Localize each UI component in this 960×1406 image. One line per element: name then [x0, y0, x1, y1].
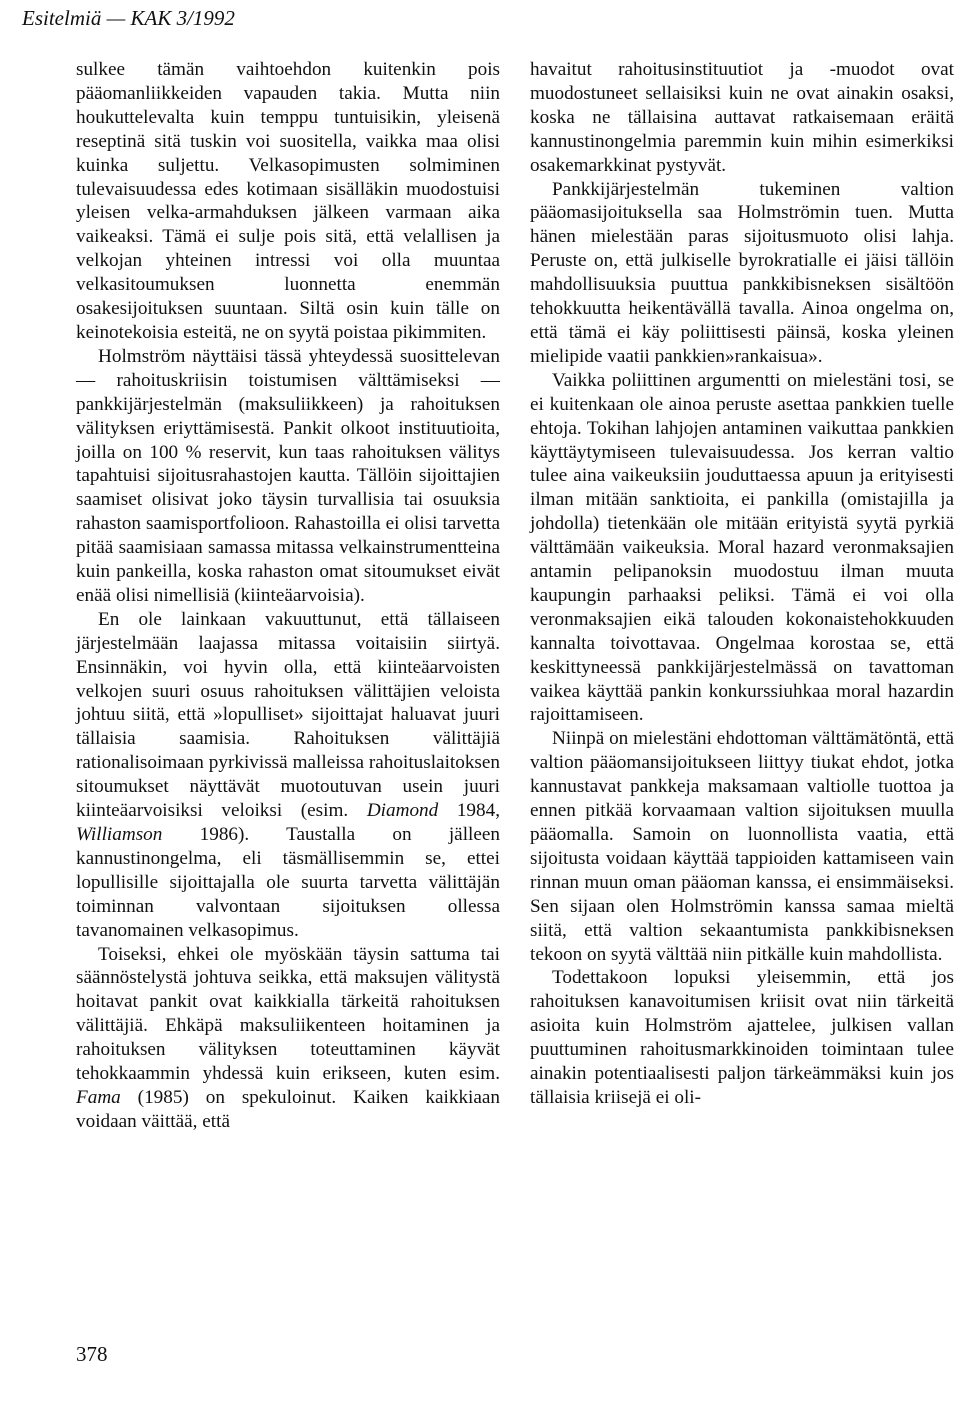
citation-author: Fama	[76, 1086, 121, 1108]
paragraph: sulkee tämän vaihtoehdon kuitenkin pois pääomanliikkeiden vapauden takia. Mutta niin houkuttelevalta kuin temppu tuntuisikin, yleisenä reseptinä sitä tuskin voi suositella, vaikka maa olisi kuinka suljettu. Velkasopimusten solmiminen tulevaisuudessa edes kotimaan sisälläkin muodostuisi yleisen velka-armahduksen jälkeen varmaan aika vaikeaksi. Tämä ei sulje pois sitä, että velallisen ja velkojan yhteinen intressi voi olla muuntaa velkasitoumuksen luonnetta enemmän osakesijoituksen suuntaan. Siltä osin kuin tälle on keinotekoisia esteitä, ne on syytä poistaa pikimmiten.	[76, 59, 500, 343]
running-head: Esitelmiä — KAK 3/1992	[22, 6, 235, 30]
paragraph-text: 1984,	[438, 800, 501, 822]
paragraph	[76, 943, 500, 1134]
paragraph: Niinpä on mielestäni ehdottoman välttämätöntä, että valtion pääomansijoitukseen liittyy tiukat ehdot, jotka kannustavat pankkeja maksamaan valtiolle tuottoa ja ennen pitkää korvaamaan valtion sijoituksen muulla pääomalla. Samoin on luonnollista vaatia, että sijoitusta voidaan käyttää tappioiden kattamiseen vain rinnan muun oman pääoman kanssa, ei ensimmäiseksi. Sen sijaan olen Holmströmin kanssa samaa mieltä siitä, että valtion sekaantumista pankkibisneksen tekoon on syytä välttää niin pitkälle kuin mahdollista.	[530, 728, 954, 965]
paragraph: Pankkijärjestelmän tukeminen valtion pääomasijoituksella saa Holmströmin tuen. Mutta hänen mielestään paras sijoitusmuoto olisi lahja. Peruste on, että julkiselle byrokratialle ei jäisi tällöin mahdollisuuksia puuttua pankkibisneksen sisältöön tehokkuutta heikentävällä tavalla. Ainoa ongelma on, että tämä ei käy poliittisesti päinsä, koska yleinen mielipide vaatii pankkien»rankaisua».	[530, 178, 954, 367]
citation-author: Diamond	[366, 800, 439, 822]
paragraph-text: (1985) on spekuloinut. Kaiken kaikkiaan voidaan väittää, että	[76, 1086, 500, 1132]
paragraph: Todettakoon lopuksi yleisemmin, että jos rahoituksen kanavoitumisen kriisit ovat niin tärkeitä asioita kuin Holmström ajattelee, julkisen vallan puuttuminen rahoitusmarkkinoiden toimintaan tulee ainakin potentiaalisesti paljon tärkeämmäksi kuin jos tällaisia kriisejä ei oli-	[530, 967, 954, 1108]
paragraph: Holmström näyttäisi tässä yhteydessä suosittelevan — rahoituskriisin toistumisen välttämiseksi — pankkijärjestelmän (maksuliikkeen) ja rahoituksen välityksen eriyttämisestä. Pankit olkoot instituutioita, joilla on 100 % reservit, kun taas rahoituksen välitys tapahtuisi sijoitusrahastojen kautta. Tällöin sijoittajien saamiset olisivat joko täysin turvallisia tai osuuksia rahaston saamisportfolioon. Rahastoilla ei olisi tarvetta pitää saamisiaan samassa mitassa velkainstrumentteina kuin pankeilla, koska rahaston omat sitoumukset eivät enää olisi nimellisiä (kiinteäarvoisia).	[76, 345, 500, 606]
paragraph-text: 1986). Taustalla on jälleen kannustinongelma, eli täsmällisemmin se, ettei lopullisille sijoittajalla ole suurta tarvetta välittäjän toiminnan valvontaan sijoituksen ollessa tavanomainen velkasopimus.	[76, 824, 500, 941]
right-column	[530, 58, 954, 1110]
left-column	[76, 58, 500, 1134]
citation-author: Williamson	[76, 824, 163, 845]
paragraph: havaitut rahoitusinstituutiot ja -muodot ovat muodostuneet sellaisiksi kuin ne ovat ainakin osaksi, koska ne tällaisina auttavat ratkaisemaan eräitä kannustinongelmia paremmin kuin mihin esimerkiksi osakemarkkinat pystyvät.	[530, 59, 954, 176]
paragraph-text: En ole lainkaan vakuuttunut, että tällaiseen järjestelmään laajassa mitassa voitaisiin siirtyä. Ensinnäkin, voi hyvin olla, että kiinteäarvoisten velkojen suuri osuus rahoituksen välittäjien veloista johtuu siitä, että »lopulliset» sijoittajat haluavat juuri tällaisia saamisia. Rahoituksen välittäjiä rationalisoimaan pyrkivissä malleissa rahoituslaitoksen sitoumukset näyttävät muotoutuvan usein juuri kiinteäarvoisiksi veloiksi (esim.	[76, 608, 500, 822]
paragraph-text: Toiseksi, ehkei ole myöskään täysin sattuma tai säännöstelystä johtuva seikka, että maksujen välitystä hoitavat pankit ovat kaikkialla tärkeitä rahoituksen välittäjiä. Ehkäpä maksuliikenteen hoitaminen ja rahoituksen välityksen toteuttaminen käyvät tehokkaammin yhdessä kuin erikseen, kuten esim.	[76, 943, 500, 1085]
paragraph	[76, 608, 500, 943]
paragraph: Vaikka poliittinen argumentti on mielestäni tosi, se ei kuitenkaan ole ainoa peruste asettaa pankkien tuelle ehtoja. Tokihan lahjojen antaminen vaikuttaa pankkien käyttäytymiseen tulevaisuudessa. Jos kerran valtio tulee aina vaikeuksiin jouduttaessa apuun ja erityisesti ilman mitään sanktioita, ei pankilla (omistajilla ja johdolla) tietenkään ole mitään erityistä syytä pyrkiä välttämään vaikeuksia. Moral hazard veronmaksajien antamin pelipanoksin muodostuu ilman muuta kaupungin parhaaksi peliksi. Tämä ei voi olla veronmaksajien eikä talouden kokonaistehokkuuden kannalta toivottavaa. Ongelmaa korostaa se, että keskittyneessä pankkijärjestelmässä on tavattoman vaikea käyttää pankin konkurssiuhkaa moral hazardin rajoittamiseen.	[530, 369, 954, 726]
page-number: 378	[76, 1342, 108, 1366]
